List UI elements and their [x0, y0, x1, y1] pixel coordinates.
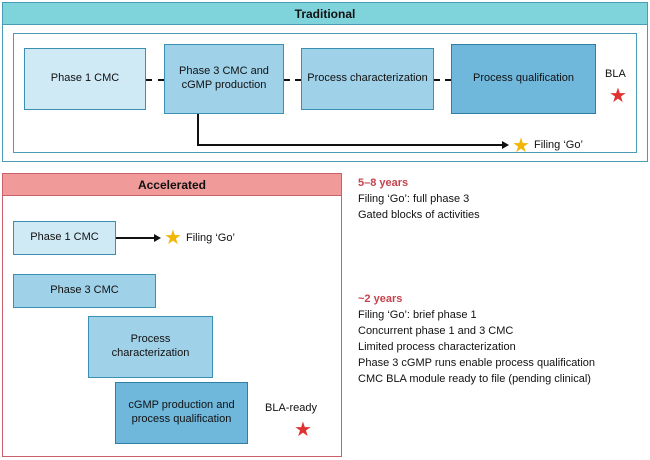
traditional-box-process-qualification-label: Process qualification — [473, 72, 574, 85]
connector-dashed-3 — [434, 79, 451, 81]
accelerated-box-phase3-cmc[interactable] — [13, 274, 156, 308]
filing-go-connector-vertical — [197, 114, 199, 146]
accelerated-panel — [2, 173, 342, 457]
accelerated-filing-go-connector — [116, 237, 154, 239]
connector-dashed-2 — [284, 79, 301, 81]
traditional-panel — [2, 2, 648, 162]
accelerated-filing-go-arrowhead-icon — [154, 234, 161, 242]
accelerated-panel-title: Accelerated — [3, 174, 341, 196]
accelerated-box-phase3-cmc-label: Phase 3 CMC — [50, 284, 119, 297]
traditional-box-process-characterization[interactable] — [301, 48, 434, 110]
traditional-box-process-qualification[interactable] — [451, 44, 596, 114]
traditional-box-phase1-cmc-label: Phase 1 CMC — [50, 72, 120, 85]
notes-accelerated-heading: ~2 years — [358, 293, 403, 305]
connector-dashed-1 — [146, 79, 164, 81]
bla-star-icon: ★ — [609, 85, 627, 107]
notes-accelerated — [358, 292, 595, 388]
notes-traditional-line-2: Gated blocks of activities — [358, 208, 480, 221]
notes-accelerated-line-3: Limited process characterization — [358, 340, 516, 353]
accelerated-box-phase1-cmc-label: Phase 1 CMC — [30, 231, 99, 244]
accelerated-filing-go-star-icon: ★ — [164, 227, 182, 249]
filing-go-star-icon: ★ — [512, 135, 530, 157]
notes-accelerated-line-1: Filing ‘Go’: brief phase 1 — [358, 308, 477, 321]
notes-accelerated-line-2: Concurrent phase 1 and 3 CMC — [358, 324, 514, 337]
accelerated-box-cgmp-production-process-qualification[interactable] — [115, 382, 248, 444]
filing-go-connector-horizontal — [197, 144, 502, 146]
accelerated-filing-go-label: Filing ‘Go’ — [186, 232, 235, 244]
bla-ready-label: BLA-ready — [265, 402, 317, 414]
notes-traditional-heading: 5–8 years — [358, 177, 409, 189]
traditional-panel-body — [13, 33, 637, 157]
traditional-filing-go-label: Filing ‘Go’ — [534, 139, 583, 151]
traditional-box-phase3-cmc-label: Phase 3 CMC and cGMP production — [179, 65, 269, 91]
notes-traditional — [358, 176, 480, 224]
traditional-box-process-characterization-label: Process characterization — [307, 72, 428, 85]
traditional-box-phase3-cmc[interactable] — [164, 44, 284, 114]
filing-go-arrowhead-icon — [502, 141, 509, 149]
accelerated-box-cgmp-production-process-qualification-label: cGMP production and process qualification — [128, 399, 235, 425]
bla-ready-star-icon: ★ — [294, 419, 312, 441]
accelerated-box-process-characterization-label: Process characterization — [111, 333, 190, 359]
traditional-bla-label: BLA — [605, 68, 626, 80]
traditional-box-phase1-cmc[interactable] — [24, 48, 146, 110]
notes-accelerated-line-4: Phase 3 cGMP runs enable process qualification — [358, 356, 596, 369]
notes-traditional-line-1: Filing ‘Go’: full phase 3 — [358, 192, 470, 205]
accelerated-box-phase1-cmc[interactable] — [13, 221, 116, 255]
notes-accelerated-line-5: CMC BLA module ready to file (pending clinical) — [358, 372, 591, 385]
traditional-panel-title: Traditional — [3, 3, 647, 25]
accelerated-box-process-characterization[interactable] — [88, 316, 213, 378]
